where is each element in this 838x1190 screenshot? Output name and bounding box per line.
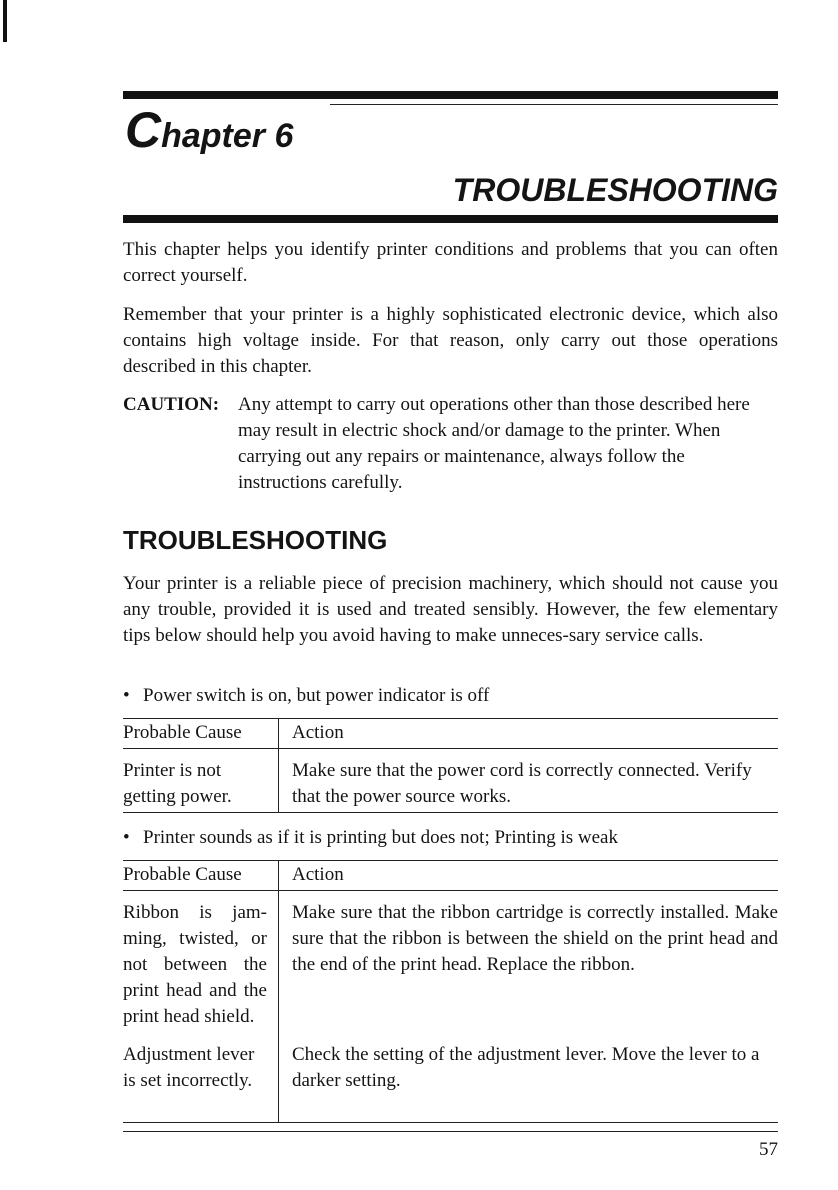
section-heading: TROUBLESHOOTING xyxy=(123,525,388,555)
table-2-row-1-action: Make sure that the ribbon cartridge is correctly installed. Make sure that the ribbon is between the shield on the print head and the end of the print head. Replace the ribbon. xyxy=(292,902,778,975)
problem-1-title xyxy=(123,683,489,709)
problem-1-title-text: Power switch is on, but power indicator is off xyxy=(143,685,490,706)
intro-paragraph-1: This chapter helps you identify printer conditions and problems that you can often correct yourself. xyxy=(123,239,778,286)
bullet-icon: • xyxy=(123,827,130,848)
scan-edge-mark xyxy=(3,0,7,42)
caution-text: Any attempt to carry out operations other than those described here may result in electric shock and/or damage to the printer. When carrying out any repairs or maintenance, always follow the instructions carefully. xyxy=(238,394,750,493)
table-2-header-action: Action xyxy=(292,864,344,885)
problem-2-title-text: Printer sounds as if it is printing but does not; Printing is weak xyxy=(143,827,618,848)
table-2-top-rule xyxy=(123,860,778,861)
table-1-row-1-cause: Printer is not getting power. xyxy=(123,760,232,807)
table-1-column-divider xyxy=(278,718,279,812)
table-2-header-rule xyxy=(123,890,778,891)
table-1-header-action: Action xyxy=(292,722,344,743)
table-2-row-2-cause: Adjustment lever is set incorrectly. xyxy=(123,1044,255,1091)
table-2-header-cause: Probable Cause xyxy=(123,864,242,885)
intro-paragraph-2: Remember that your printer is a highly sophisticated electronic device, which also contains high voltage inside. For that reason, only carry out those operations described in this chapter. xyxy=(123,304,778,377)
table-2-bottom-rule xyxy=(123,1122,778,1123)
table-1-header-rule xyxy=(123,748,778,749)
bullet-icon: • xyxy=(123,685,130,706)
chapter-label-initial: C xyxy=(125,102,162,158)
page-number: 57 xyxy=(759,1139,778,1160)
caution-label: CAUTION: xyxy=(123,394,220,415)
footer-rule xyxy=(123,1131,778,1132)
chapter-top-thin-rule xyxy=(330,104,778,105)
chapter-label-rest: hapter 6 xyxy=(161,117,294,155)
section-paragraph: Your printer is a reliable piece of precision machinery, which should not cause you any trouble, provided it is used and treated sensibly. However, the few elementary tips below should help you avoid having to make unneces-sary service calls. xyxy=(123,573,778,646)
chapter-top-rule xyxy=(123,91,778,99)
table-1-bottom-rule xyxy=(123,812,778,813)
problem-2-title xyxy=(123,825,618,851)
table-1-header-cause: Probable Cause xyxy=(123,722,242,743)
table-2-column-divider xyxy=(278,860,279,1122)
table-2-row-2-action: Check the setting of the adjustment lever. Move the lever to a darker setting. xyxy=(292,1044,760,1091)
table-2-row-1-cause: Ribbon is jam-ming, twisted, or not between the print head and the print head shield. xyxy=(123,902,267,1027)
chapter-title: TROUBLESHOOTING xyxy=(452,172,778,208)
table-1-row-1-action: Make sure that the power cord is correctly connected. Verify that the power source works. xyxy=(292,760,752,807)
chapter-label xyxy=(125,104,293,162)
table-1-top-rule xyxy=(123,718,778,719)
chapter-bottom-rule xyxy=(123,215,778,223)
